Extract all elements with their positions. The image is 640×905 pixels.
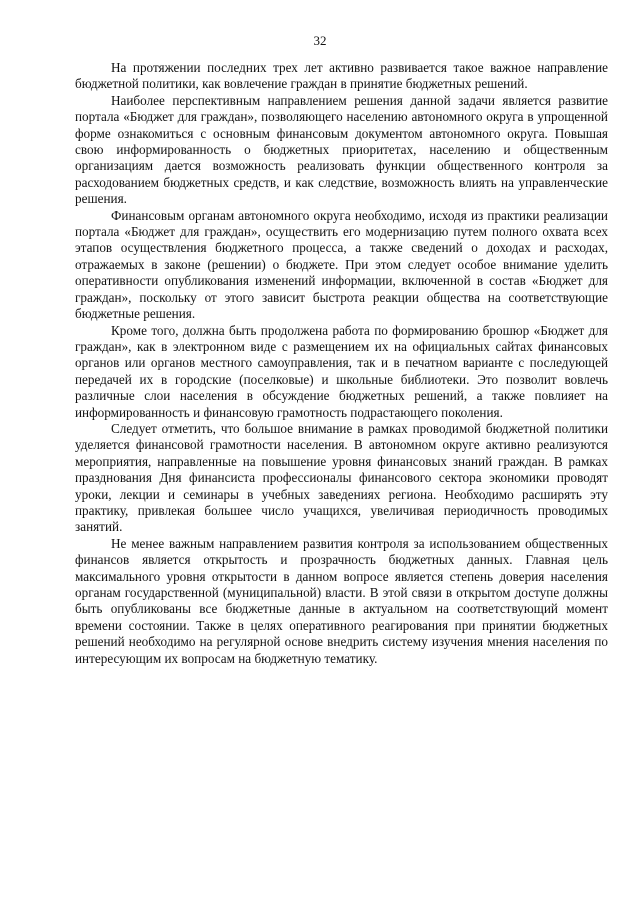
paragraph-3: Финансовым органам автономного округа необходимо, исходя из практики реализации портала «Бюджет для граждан», осуществить его модернизацию путем полного охвата всех этапов осуществления бюджетного процесса, а также сведений о доходах и расходах, отражаемых в законе (решении) о бюджете. При этом следует особое внимание уделить оперативности опубликования изменений информации, включенной в состав «Бюджет для граждан», поскольку от этого зависит быстрота реакции общества на соответствующие бюджетные решения. <box>75 207 608 322</box>
paragraph-5: Следует отметить, что большое внимание в рамках проводимой бюджетной политики уделяется финансовой грамотности населения. В автономном округе активно реализуются мероприятия, направленные на повышение уровня финансовых знаний граждан. В рамках празднования Дня финансиста профессионалы финансового сектора экономики проводят уроки, лекции и семинары в учебных заведениях региона. Необходимо расширять эту практику, привлекая большее число учащихся, увеличивая периодичность проводимых занятий. <box>75 420 608 535</box>
body-text <box>75 60 608 667</box>
paragraph-1: На протяжении последних трех лет активно развивается такое важное направление бюджетной политики, как вовлечение граждан в принятие бюджетных решений. <box>75 60 608 92</box>
paragraph-2: Наиболее перспективным направлением решения данной задачи является развитие портала «Бюджет для граждан», позволяющего населению автономного округа в упрощенной форме ознакомиться с основным финансовым документом автономного округа. Повышая свою информированность о бюджетных приоритетах, населению и общественным организациям дается возможность реализовать функции общественного контроля за расходованием бюджетных средств, и как следствие, возможность влиять на управленческие решения. <box>75 92 608 207</box>
paragraph-6: Не менее важным направлением развития контроля за использованием общественных финансов является открытость и прозрачность бюджетных данных. Главная цель максимального уровня открытости в данном вопросе является степень доверия населения органам государственной (муниципальной) власти. В этой связи в открытом доступе должны быть опубликованы все бюджетные данные в актуальном на соответствующий момент времени состоянии. Также в целях оперативного реагирования при принятии бюджетных решений необходимо на регулярной основе внедрить систему изучения мнения населения по интересующим их вопросам на бюджетную тематику. <box>75 535 608 666</box>
page-number: 32 <box>313 33 327 48</box>
paragraph-4: Кроме того, должна быть продолжена работа по формированию брошюр «Бюджет для граждан», как в электронном виде с размещением их на официальных сайтах финансовых органов или органов местного самоуправления, так и в печатном варианте с последующей передачей их в городские (поселковые) и школьные библиотеки. Это позволит вовлечь различные слои населения в обсуждение бюджетных решений, а также повлияет на информированность и финансовую грамотность подрастающего поколения. <box>75 322 608 420</box>
